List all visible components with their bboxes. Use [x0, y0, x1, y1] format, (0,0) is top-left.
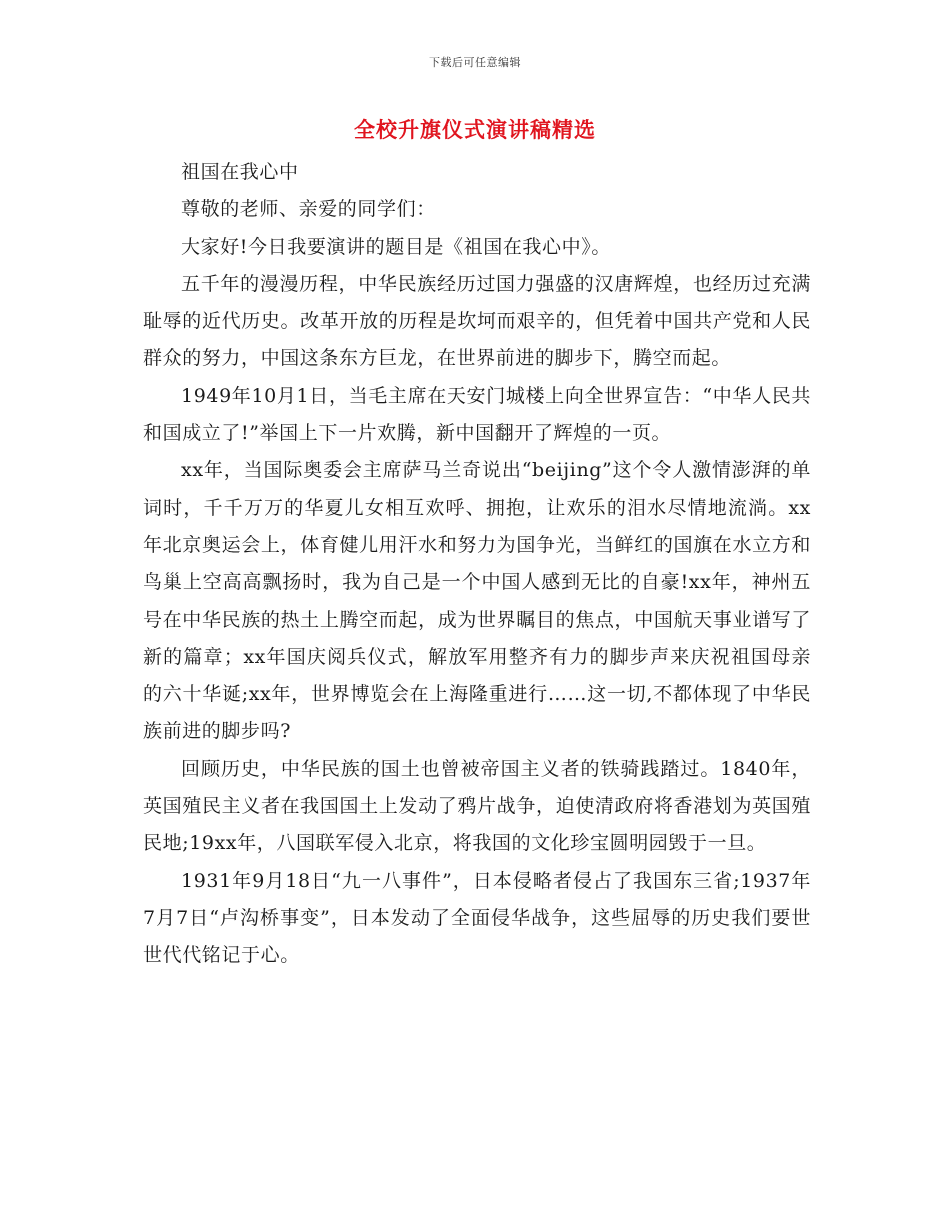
paragraph-speech-title: 祖国在我心中	[181, 161, 299, 183]
paragraph-achievements: xx年，当国际奥委会主席萨马兰奇说出“beijing”这个令人激情澎湃的单词时，千千万万的华夏儿女相互欢呼、拥抱，让欢乐的泪水尽情地流淌。xx年北京奥运会上，体育健儿用汗水和努力为国争光，当鲜红的国旗在水立方和鸟巢上空高高飘扬时，我为自己是一个中国人感到无比的自豪!xx年，神州五号在中华民族的热土上腾空而起，成为世界瞩目的焦点，中国航天事业谱写了新的篇章；xx年国庆阅兵仪式，解放军用整齐有力的脚步声来庆祝祖国母亲的六十华诞;xx年，世界博览会在上海隆重进行……这一切,不都体现了中华民族前进的脚步吗?	[143, 459, 811, 743]
header-note: 下载后可任意编辑	[429, 56, 521, 69]
paragraph-1949: 1949年10月1日，当毛主席在天安门城楼上向全世界宣告：“中华人民共和国成立了!”举国上下一片欢腾，新中国翻开了辉煌的一页。	[143, 384, 811, 445]
document-title: 全校升旗仪式演讲稿精选	[354, 117, 596, 142]
paragraph-history: 五千年的漫漫历程，中华民族经历过国力强盛的汉唐辉煌，也经历过充满耻辱的近代历史。改革开放的历程是坎坷而艰辛的，但凭着中国共产党和人民群众的努力，中国这条东方巨龙，在世界前进的脚步下，腾空而起。	[143, 272, 811, 370]
paragraph-greeting: 大家好!今日我要演讲的题目是《祖国在我心中》。	[181, 235, 611, 258]
paragraph-salutation: 尊敬的老师、亲爱的同学们：	[181, 198, 436, 221]
paragraph-humiliation: 回顾历史，中华民族的国土也曾被帝国主义者的铁骑践踏过。1840年，英国殖民主义者在我国国土上发动了鸦片战争，迫使清政府将香港划为英国殖民地;19xx年，八国联军侵入北京，将我国的文化珍宝圆明园毁于一旦。	[143, 757, 811, 855]
paragraph-1931: 1931年9月18日“九一八事件”，日本侵略者侵占了我国东三省;1937年7月7日“卢沟桥事变”，日本发动了全面侵华战争，这些屈辱的历史我们要世世代代铭记于心。	[143, 869, 811, 967]
document-body	[143, 154, 811, 975]
